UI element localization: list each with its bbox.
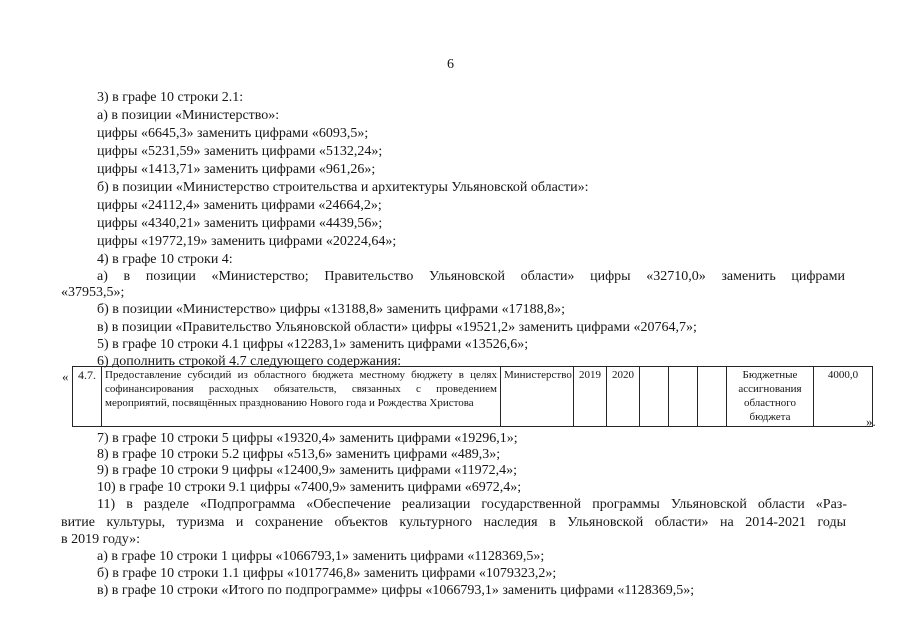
text-line: 11) в разделе «Подпрограмма «Обеспечение реализации государственной программы Ульяновской области «Раз- (97, 497, 847, 512)
description-cell: Предоставление субсидий из областного бюджета местному бюджету в целях софинансирования расходных обязательств, связанных с проведением мероприятий, посвящённых празднованию Нового года и Рождества Христова (102, 367, 501, 427)
row-number-cell: 4.7. (73, 367, 102, 427)
text-line: цифры «4340,21» заменить цифрами «4439,56»; (97, 216, 383, 231)
empty-cell (640, 367, 669, 427)
budget-source-cell: Бюджетные ассигнования областного бюджета (727, 367, 814, 427)
text-line: 5) в графе 10 строки 4.1 цифры «12283,1» заменить цифрами «13526,6»; (97, 337, 529, 352)
text-line: цифры «24112,4» заменить цифрами «24664,2»; (97, 198, 382, 213)
text-line: 3) в графе 10 строки 2.1: (97, 90, 244, 105)
text-line: 4) в графе 10 строки 4: (97, 252, 233, 267)
amount-cell: 4000,0 (814, 367, 873, 427)
close-quote: ». (866, 414, 876, 429)
text-line: цифры «1413,71» заменить цифрами «961,26»; (97, 162, 376, 177)
text-line: б) в позиции «Министерство строительства и архитектуры Ульяновской области»: (97, 180, 589, 195)
text-line: 6) дополнить строкой 4.7 следующего содержания: (97, 354, 402, 369)
text-line: «37953,5»; (61, 285, 125, 300)
inserted-row-table (72, 366, 873, 427)
empty-cell (669, 367, 698, 427)
empty-cell (698, 367, 727, 427)
page-number: 6 (447, 57, 454, 72)
text-line: в) в позиции «Правительство Ульяновской области» цифры «19521,2» заменить цифрами «20764,7»; (97, 320, 697, 335)
year-start-cell: 2019 (574, 367, 607, 427)
text-line: 10) в графе 10 строки 9.1 цифры «7400,9» заменить цифрами «6972,4»; (97, 480, 522, 495)
text-line: а) в позиции «Министерство; Правительство Ульяновской области» цифры «32710,0» заменить цифрами (97, 269, 845, 284)
text-line: б) в позиции «Министерство» цифры «13188,8» заменить цифрами «17188,8»; (97, 302, 565, 317)
text-line: а) в графе 10 строки 1 цифры «1066793,1» заменить цифрами «1128369,5»; (97, 549, 545, 564)
text-line: б) в графе 10 строки 1.1 цифры «1017746,8» заменить цифрами «1079323,2»; (97, 566, 557, 581)
text-line: цифры «5231,59» заменить цифрами «5132,24»; (97, 144, 383, 159)
text-line: а) в позиции «Министерство»: (97, 108, 280, 123)
ministry-cell: Министерство (501, 367, 574, 427)
open-quote: « (62, 369, 69, 384)
text-line: в) в графе 10 строки «Итого по подпрограмме» цифры «1066793,1» заменить цифрами «1128369,5»; (97, 583, 695, 598)
text-line: 7) в графе 10 строки 5 цифры «19320,4» заменить цифрами «19296,1»; (97, 431, 518, 446)
text-line: цифры «19772,19» заменить цифрами «20224,64»; (97, 234, 397, 249)
text-line: в 2019 году»: (61, 532, 140, 547)
text-line: витие культуры, туризма и сохранение объектов культурного наследия в Ульяновской области» на 2014-2021 годы (61, 515, 846, 530)
year-end-cell: 2020 (607, 367, 640, 427)
text-line: 9) в графе 10 строки 9 цифры «12400,9» заменить цифрами «11972,4»; (97, 463, 518, 478)
text-line: цифры «6645,3» заменить цифрами «6093,5»; (97, 126, 369, 141)
table-row (73, 367, 873, 427)
text-line: 8) в графе 10 строки 5.2 цифры «513,6» заменить цифрами «489,3»; (97, 447, 501, 462)
